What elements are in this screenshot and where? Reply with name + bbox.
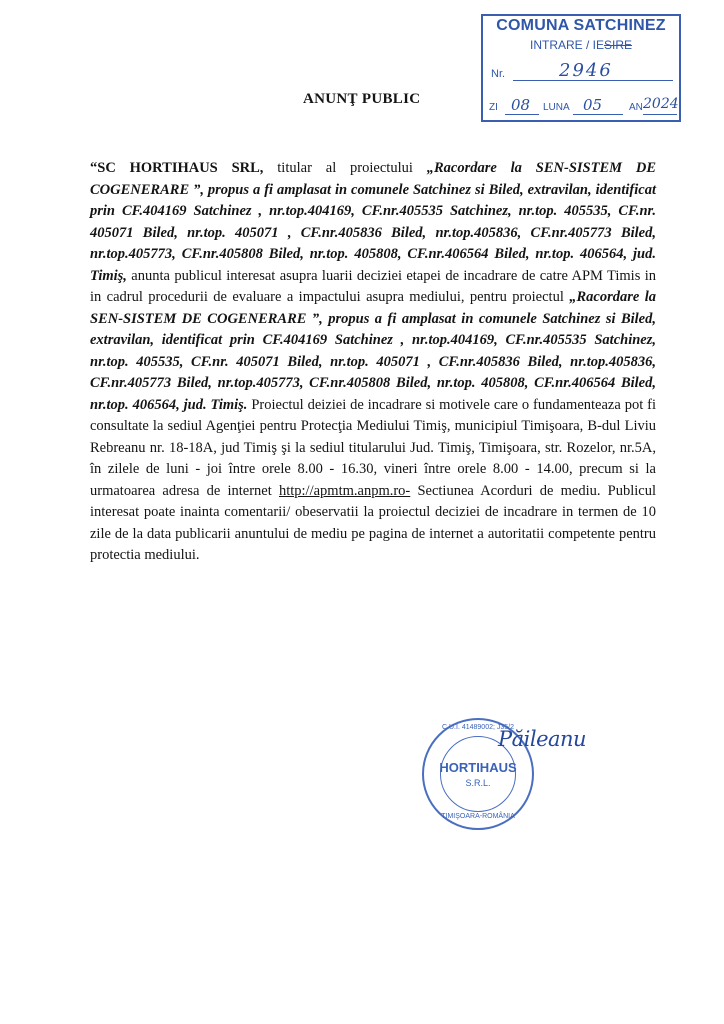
registration-year-line bbox=[643, 114, 677, 115]
body-text-2: anunta publicul interesat asupra luarii deciziei etapei de incadrare de catre APM Timis in in cadrul procedurii de evaluare a impactului asupra mediului, pentru proiectul bbox=[90, 267, 656, 305]
company-stamp-city: TIMIŞOARA-ROMÂNIA bbox=[441, 813, 515, 820]
registration-stamp-subtitle-b: SIRE bbox=[604, 38, 633, 52]
company-stamp-srl: S.R.L. bbox=[465, 778, 491, 788]
body-text-3: Proiectul deiziei de incadrare si motivele care o fundamenteaza pot fi consultate la sediul Agenţiei pentru Protecţia Mediului Timiş, municipiul Timişoara, B-dul Liviu Rebreanu nr. 18-18A, jud Timiş şi la sediul titularului Jud. Timiş, Timişoara, str. Rozelor, nr.5A, în zilele de luni - joi între orele 8.00 - 16.30, vineri între orele 8.00 - 14.00, precum si la urmatoarea adresa de internet bbox=[90, 396, 656, 499]
document-title: ANUNŢ PUBLIC bbox=[303, 91, 421, 107]
registration-day-line bbox=[505, 114, 539, 115]
registration-month-line bbox=[573, 114, 623, 115]
registration-day: 08 bbox=[511, 96, 531, 114]
registration-year-label: AN bbox=[629, 102, 643, 113]
registration-stamp-subtitle-a: INTRARE / IE bbox=[529, 38, 604, 52]
registration-month: 05 bbox=[583, 96, 603, 114]
company-stamp-name: HORTIHAUS bbox=[439, 760, 517, 775]
registration-number: 2946 bbox=[559, 60, 613, 81]
body-text-4: Sectiunea Acorduri de mediu. Publicul interesat poate inainta comentarii/ obeservatii la proiectul deciziei de incadrare in termen de 10 zile de la data publicarii anuntului de mediu pe pagina de internet a autoritatii competente pentru protectia mediului. bbox=[90, 482, 656, 563]
registration-stamp-subtitle bbox=[483, 38, 679, 52]
company-stamp-registration: C.U.I. 41489002; J35/2 bbox=[442, 724, 514, 731]
company-name: “SC HORTIHAUS SRL, bbox=[90, 160, 264, 176]
apm-website-link[interactable]: http://apmtm.anpm.ro- bbox=[278, 482, 411, 499]
registration-stamp bbox=[481, 14, 681, 122]
project-description-1: „Racordare la SEN-SISTEM DE COGENERARE ”, propus a fi amplasat in comunele Satchinez si Biled, extravilan, identificat prin CF.404169 Satchinez , nr.top.404169, CF.nr.405535 Satchinez, nr.top. 405535, CF.nr. 405071 Biled, nr.top. 405071 , CF.nr.405836 Biled, nr.top.405836, CF.nr.405773 Biled, nr.top.405773, CF.nr.405808 Biled, nr.top. 405808, CF.nr.406564 Biled, nr.top. 406564, jud. Timiş, bbox=[90, 160, 656, 284]
registration-number-label: Nr. bbox=[491, 68, 506, 80]
signature: Păileanu bbox=[498, 727, 587, 751]
announcement-body bbox=[90, 158, 656, 567]
body-text-1: titular al proiectului bbox=[263, 160, 427, 176]
registration-stamp-title: COMUNA SATCHINEZ bbox=[496, 17, 666, 34]
registration-month-label: LUNA bbox=[543, 102, 570, 113]
registration-year: 2024 bbox=[643, 96, 679, 112]
project-description-2: „Racordare la SEN-SISTEM DE COGENERARE ”, propus a fi amplasat in comunele Satchinez si Biled, extravilan, identificat prin CF.404169 Satchinez , nr.top.404169, CF.nr.405535 Satchinez, nr.top. 405535, CF.nr. 405071 Biled, nr.top. 405071 , CF.nr.405836 Biled, nr.top.405836, CF.nr.405773 Biled, nr.top.405773, CF.nr.405808 Biled, nr.top. 405808, CF.nr.406564 Biled, nr.top. 406564, jud. Timiş. bbox=[90, 289, 656, 413]
registration-day-label: ZI bbox=[489, 102, 498, 113]
